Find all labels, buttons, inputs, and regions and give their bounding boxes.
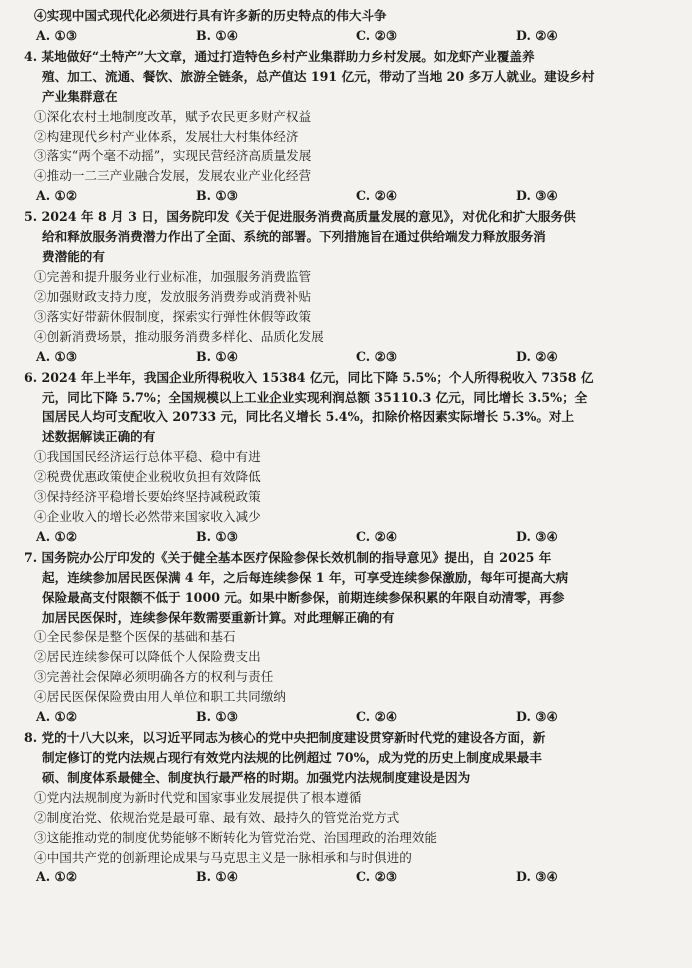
choice-a[interactable]: A. ①② [36, 188, 78, 204]
choice-a[interactable]: A. ①③ [36, 27, 78, 43]
question-stem: 8. 党的十八大以来，以习近平同志为核心的党中央把制度建设贯穿新时代党的建设各方面，新 [24, 730, 546, 746]
answer-choices [24, 527, 670, 547]
option-item: ③完善社会保障必须明确各方的权利与责任 [34, 669, 274, 685]
option-item: ③这能推动党的制度优势能够不断转化为管党治党、治国理政的治理效能 [34, 829, 437, 845]
option-item: ①深化农村土地制度改革，赋予农民更多财产权益 [34, 108, 312, 124]
choice-b[interactable]: B. ①③ [196, 709, 238, 725]
option-item: ③落实好带薪休假制度，探索实行弹性休假等政策 [34, 308, 312, 324]
choice-a[interactable]: A. ①② [36, 709, 78, 725]
option-item: ②制度治党、依规治党是最可靠、最有效、最持久的管党治党方式 [34, 809, 400, 825]
option-item: ③保持经济平稳增长要始终坚持减税政策 [34, 489, 261, 505]
option-item: ④推动一二三产业融合发展，发展农业产业化经营 [34, 168, 312, 184]
option-item: ④居民医保保险费由用人单位和职工共同缴纳 [34, 689, 286, 705]
option-item: ③落实“两个毫不动摇”，实现民营经济高质量发展 [34, 148, 312, 164]
choice-c[interactable]: C. ②③ [356, 27, 398, 43]
option-item: ①完善和提升服务业行业标准，加强服务消费监管 [34, 268, 312, 284]
choice-b[interactable]: B. ①④ [196, 348, 238, 364]
option-item: ④企业收入的增长必然带来国家收入减少 [34, 508, 261, 524]
previous-question-tail [24, 6, 670, 46]
choice-b[interactable]: B. ①④ [196, 27, 238, 43]
choice-a[interactable]: A. ①② [36, 869, 78, 885]
question-stem: 5. 2024 年 8 月 3 日，国务院印发《关于促进服务消费高质量发展的意见》，对优化和扩大服务供 [24, 209, 576, 225]
question-stem: 述数据解读正确的有 [42, 429, 156, 445]
question-stem: 加居民医保时，连续参保年数需要重新计算。对此理解正确的有 [42, 609, 395, 625]
choice-b[interactable]: B. ①③ [196, 188, 238, 204]
choice-c[interactable]: C. ②④ [356, 709, 398, 725]
question-stem: 制定修订的党内法规占现行有效党内法规的比例超过 70%，成为党的历史上制度成果最丰 [42, 750, 542, 765]
choice-c[interactable]: C. ②③ [356, 869, 398, 885]
choice-d[interactable]: D. ③④ [516, 188, 558, 204]
option-item: ②居民连续参保可以降低个人保险费支出 [34, 649, 261, 665]
question-stem: 4. 某地做好“土特产”大文章，通过打造特色乡村产业集群助力乡村发展。如龙虾产业覆盖养 [24, 48, 535, 64]
answer-choices [24, 186, 670, 206]
choice-d[interactable]: D. ②④ [516, 27, 558, 43]
question-4 [24, 47, 670, 206]
question-8 [24, 728, 670, 887]
question-stem: 费潜能的有 [42, 249, 105, 265]
choice-a[interactable]: A. ①② [36, 528, 78, 544]
question-stem: 国居民人均可支配收入 20733 元，同比名义增长 5.4%，扣除价格因素实际增长 5.3%。对上 [42, 409, 575, 425]
question-stem: 硕、制度体系最健全、制度执行最严格的时期。加强党内法规制度建设是因为 [42, 769, 471, 785]
option-item: ①党内法规制度为新时代党和国家事业发展提供了根本遵循 [34, 789, 362, 805]
option-item: ②加强财政支持力度，发放服务消费券或消费补贴 [34, 288, 312, 304]
choice-a[interactable]: A. ①③ [36, 348, 78, 364]
question-stem: 产业集群意在 [42, 88, 118, 104]
choice-b[interactable]: B. ①③ [196, 528, 238, 544]
choice-c[interactable]: C. ②③ [356, 348, 398, 364]
option-item: ①全民参保是整个医保的基础和基石 [34, 629, 236, 645]
question-stem: 6. 2024 年上半年，我国企业所得税收入 15384 亿元，同比下降 5.5%；个人所得税收入 7358 亿 [24, 369, 594, 385]
question-stem: 给和释放服务消费潜力作出了全面、系统的部署。下列措施旨在通过供给端发力释放服务消 [42, 229, 546, 245]
option-item: ④实现中国式现代化必须进行具有许多新的历史特点的伟大斗争 [34, 8, 387, 23]
answer-choices [24, 707, 670, 727]
answer-choices [24, 26, 670, 46]
question-stem: 元，同比下降 5.7%；全国规模以上工业企业实现利润总额 35110.3 亿元，同比增长 3.5%；全 [42, 389, 588, 405]
question-6 [24, 368, 670, 547]
option-item: ①我国国民经济运行总体平稳、稳中有进 [34, 449, 261, 465]
option-item: ④创新消费场景，推动服务消费多样化、品质化发展 [34, 328, 324, 344]
choice-d[interactable]: D. ②④ [516, 348, 558, 364]
choice-d[interactable]: D. ③④ [516, 869, 558, 885]
option-item: ②税费优惠政策使企业税收负担有效降低 [34, 469, 261, 485]
choice-c[interactable]: C. ②④ [356, 188, 398, 204]
answer-choices [24, 867, 670, 887]
choice-c[interactable]: C. ②④ [356, 528, 398, 544]
answer-choices [24, 347, 670, 367]
question-stem: 殖、加工、流通、餐饮、旅游全链条，总产值达 191 亿元，带动了当地 20 多万人就业。建设乡村 [42, 68, 595, 84]
question-stem: 起，连续参加居民医保满 4 年，之后每连续参保 1 年，可享受连续参保激励，每年可提高大病 [42, 569, 569, 585]
option-item: ②构建现代乡村产业体系，发展壮大村集体经济 [34, 128, 299, 144]
option-item: ④中国共产党的创新理论成果与马克思主义是一脉相承和与时俱进的 [34, 849, 412, 865]
question-stem: 保险最高支付限额不低于 1000 元。如果中断参保，前期连续参保积累的年限自动清零，再参 [42, 589, 565, 605]
choice-d[interactable]: D. ③④ [516, 528, 558, 544]
choice-d[interactable]: D. ③④ [516, 709, 558, 725]
choice-b[interactable]: B. ①④ [196, 869, 238, 885]
question-5 [24, 207, 670, 366]
question-stem: 7. 国务院办公厅印发的《关于健全基本医疗保险参保长效机制的指导意见》提出，自 2025 年 [24, 549, 552, 565]
question-7 [24, 548, 670, 727]
